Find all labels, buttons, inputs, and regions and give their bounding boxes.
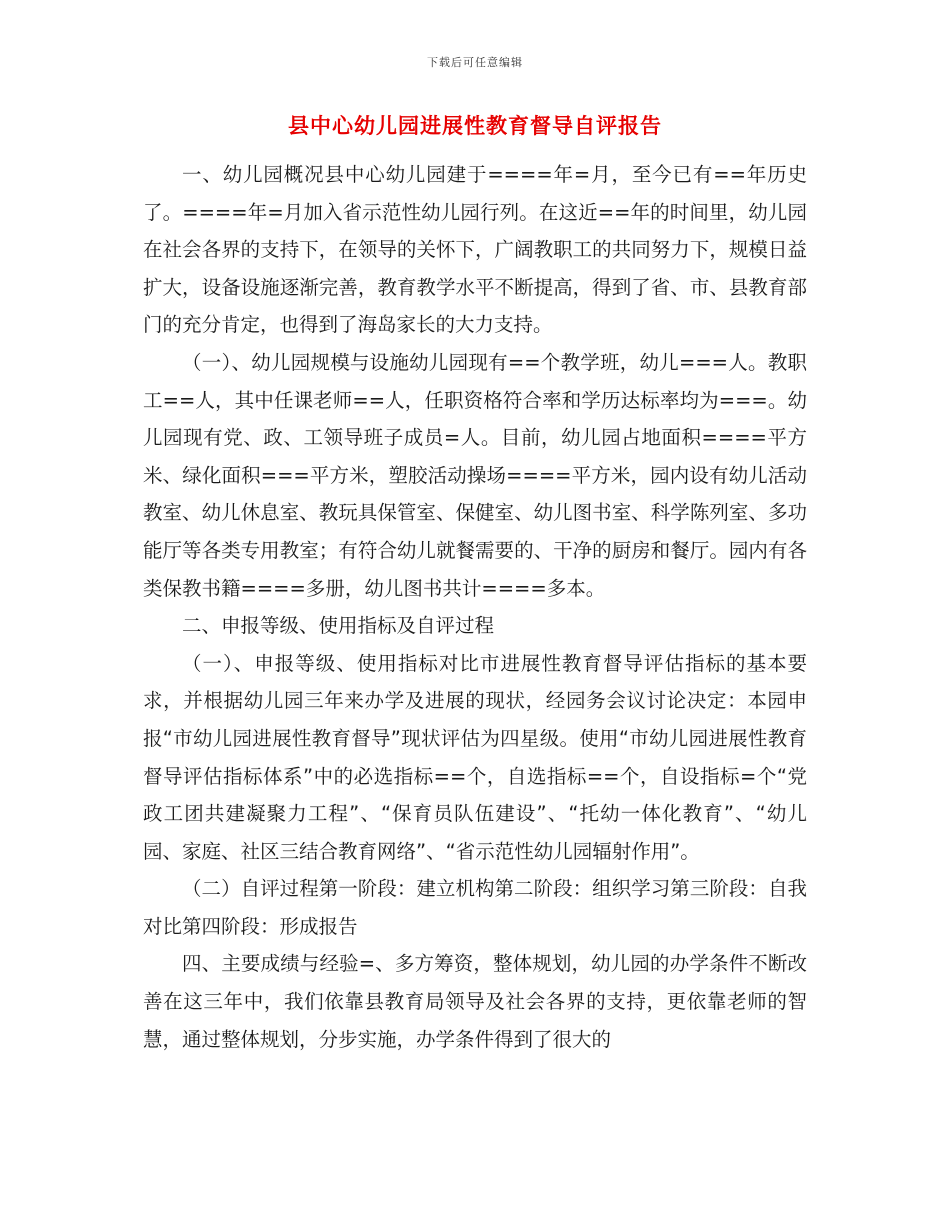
paragraph-evaluation-process: （二）自评过程第一阶段：建立机构第二阶段：组织学习第三阶段：自我对比第四阶段：形成报告	[143, 877, 807, 938]
document-title: 县中心幼儿园进展性教育督导自评报告	[288, 114, 662, 138]
paragraph-section-heading: 二、申报等级、使用指标及自评过程	[182, 614, 495, 638]
paragraph-grade-indicators: （一）、申报等级、使用指标对比市进展性教育督导评估指标的基本要求，并根据幼儿园三年来办学及进展的现状，经园务会议讨论决定：本园申报“市幼儿园进展性教育督导”现状评估为四星级。使用“市幼儿园进展性教育督导评估指标体系”中的必选指标==个，自选指标==个，自设指标=个“党政工团共建凝聚力工程”、“保育员队伍建设”、“托幼一体化教育”、“幼儿园、家庭、社区三结合教育网络”、“省示范性幼儿园辐射作用”。	[143, 651, 807, 863]
paragraph-overview: 一、幼儿园概况县中心幼儿园建于====年=月，至今已有==年历史了。====年=月加入省示范性幼儿园行列。在这近==年的时间里，幼儿园在社会各界的支持下，在领导的关怀下，广阔教职工的共同努力下，规模日益扩大，设备设施逐渐完善，教育教学水平不断提高，得到了省、市、县教育部门的充分肯定，也得到了海岛家长的大力支持。	[143, 163, 807, 337]
paragraph-scale-facilities: （一）、幼儿园规模与设施幼儿园现有==个教学班，幼儿===人。教职工==人，其中任课老师==人，任职资格符合率和学历达标率均为===。幼儿园现有党、政、工领导班子成员=人。目前，幼儿园占地面积====平方米、绿化面积===平方米，塑胶活动操场====平方米，园内设有幼儿活动教室、幼儿休息室、教玩具保管室、保健室、幼儿图书室、科学陈列室、多功能厅等各类专用教室；有符合幼儿就餐需要的、干净的厨房和餐厅。园内有各类保教书籍====多册，幼儿图书共计====多本。	[143, 350, 807, 600]
paragraph-achievements: 四、主要成绩与经验=、多方筹资，整体规划，幼儿园的办学条件不断改善在这三年中，我们依靠县教育局领导及社会各界的支持，更依靠老师的智慧，通过整体规划，分步实施，办学条件得到了很大的	[143, 952, 807, 1051]
header-note: 下载后可任意编辑	[427, 56, 523, 69]
document-body	[143, 156, 807, 1058]
